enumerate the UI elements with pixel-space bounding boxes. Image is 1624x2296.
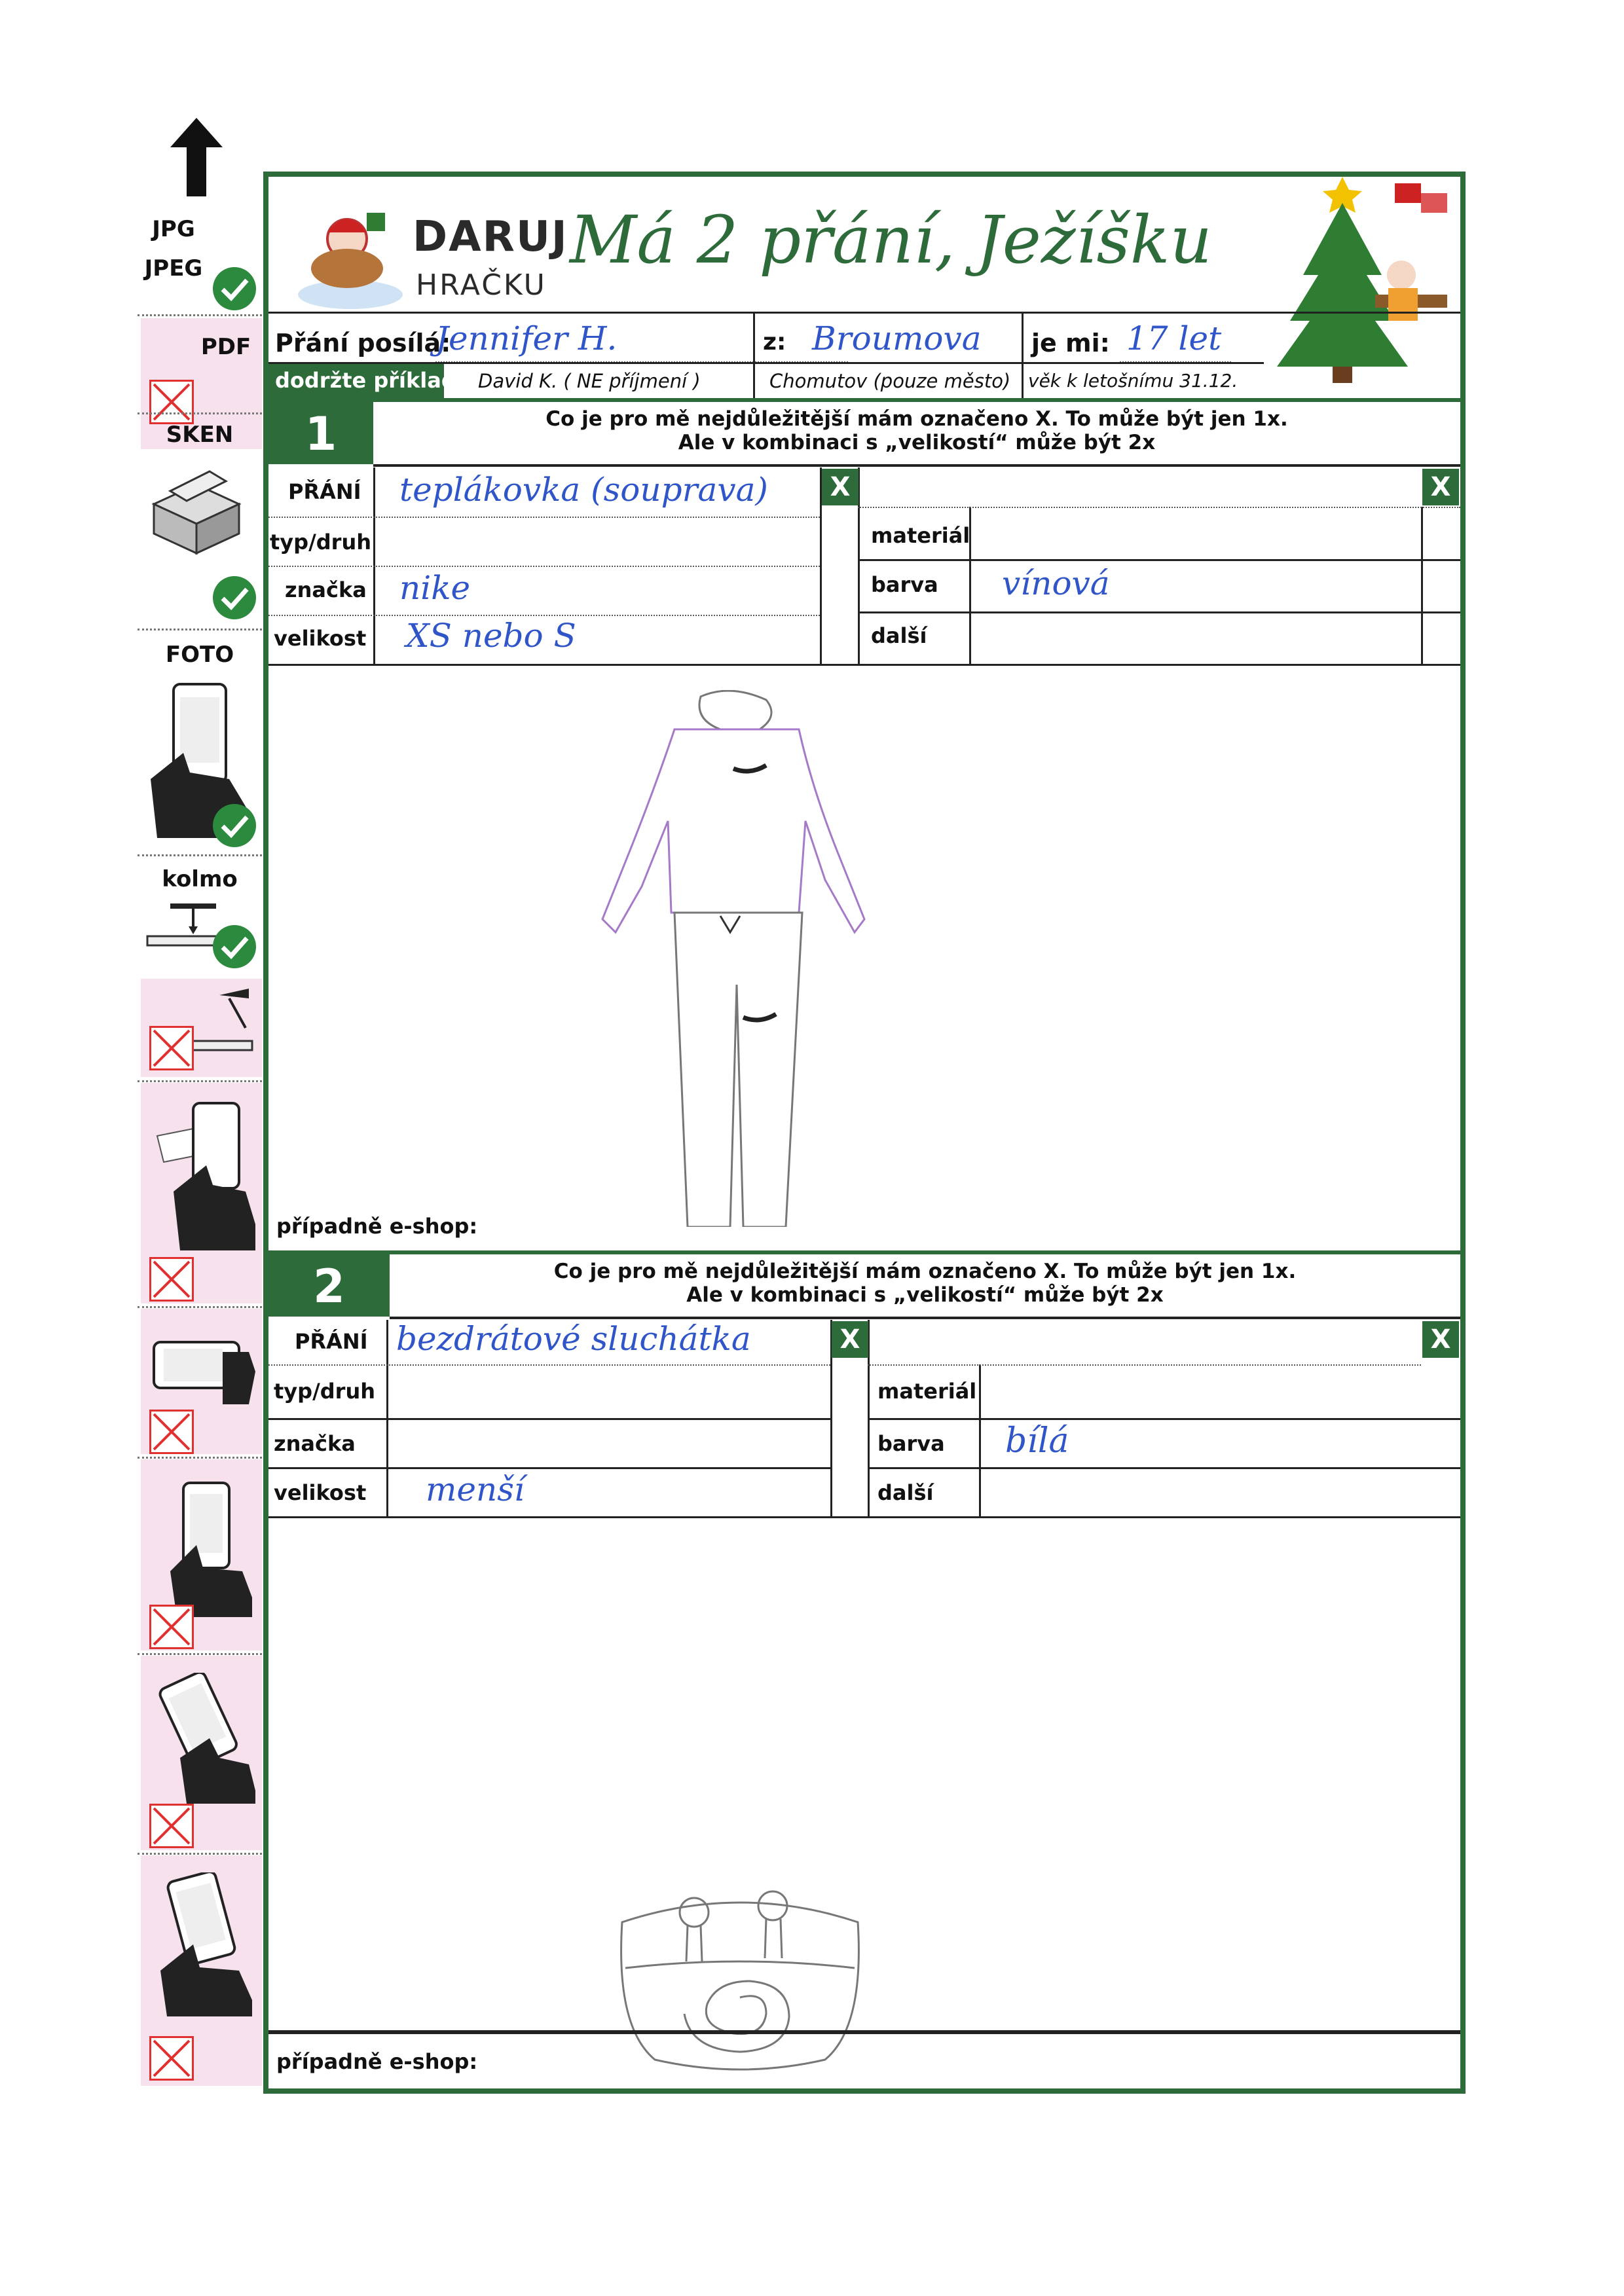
method-perpendicular-section <box>138 854 262 1080</box>
from-label: z: <box>763 329 786 355</box>
wish-number: 1 <box>304 407 337 461</box>
method-phone-held-section <box>138 1853 262 2088</box>
format-jpeg-label: JPEG <box>144 255 203 282</box>
wish-label: PŘÁNÍ <box>288 479 361 504</box>
method-phone-tilted-section <box>138 1080 262 1306</box>
type-label: typ/druh <box>270 530 371 555</box>
material-label: materiál <box>871 523 970 548</box>
type-label: typ/druh <box>274 1379 375 1404</box>
example-age: věk k letošnímu 31.12. <box>1028 370 1238 392</box>
age-label: je mi: <box>1031 329 1110 357</box>
check-icon <box>213 576 256 619</box>
example-city: Chomutov (pouze město) <box>769 370 1011 392</box>
examples-label: dodržte příklady: <box>275 368 479 393</box>
wish-fields-left <box>268 1320 868 1516</box>
instruction-guide-column <box>138 98 262 2088</box>
earbuds-case-drawing[interactable] <box>609 1883 871 2073</box>
scanner-icon <box>147 465 246 556</box>
other-label: další <box>871 623 927 648</box>
phone-portrait-icon <box>151 1480 255 1617</box>
wish-instructions <box>396 1260 1454 1307</box>
wish-section-1 <box>268 402 1460 1250</box>
method-photo-section <box>138 629 262 854</box>
format-pdf-label: PDF <box>200 334 251 360</box>
x-mark-icon <box>149 2036 194 2081</box>
x-mark-icon <box>149 1257 194 1302</box>
logo-text-hracku: HRAČKU <box>416 268 547 302</box>
method-phone-landscape-section <box>138 1306 262 1457</box>
tracksuit-drawing[interactable] <box>563 690 930 1227</box>
sender-value[interactable]: Jennifer H. <box>435 319 618 357</box>
brand-label: značka <box>274 1431 356 1456</box>
eshop-label: případně e-shop: <box>276 2049 478 2074</box>
size-label: velikost <box>274 626 367 651</box>
wish-form <box>263 172 1466 2094</box>
size-label: velikost <box>274 1480 367 1505</box>
from-value[interactable]: Broumova <box>812 319 982 357</box>
size-value[interactable]: XS nebo S <box>406 617 576 655</box>
method-perpendicular-label: kolmo <box>162 866 238 892</box>
method-phone-portrait-section <box>138 1457 262 1653</box>
material-label: materiál <box>877 1379 977 1404</box>
x-mark-icon <box>149 1026 194 1070</box>
wish-value[interactable]: bezdrátové sluchátka <box>396 1320 751 1358</box>
wish-section-2 <box>268 1254 1460 2086</box>
color-value[interactable]: vínová <box>1002 564 1110 602</box>
brand-label: značka <box>285 577 367 602</box>
sender-label: Přání posílá: <box>275 329 451 357</box>
check-icon <box>213 925 256 968</box>
brand-value[interactable]: nike <box>399 569 471 607</box>
importance-x-mark-right[interactable]: X <box>1422 469 1459 505</box>
format-jpg-label: JPG <box>152 216 195 242</box>
wish-instructions <box>380 407 1454 454</box>
instruction-line-2: Ale v kombinaci s „velikostí“ může být 2x <box>686 1283 1164 1307</box>
wish-fields-right <box>858 467 1460 664</box>
wish-fields-left <box>268 467 858 664</box>
phone-tilted-icon <box>147 1100 259 1250</box>
other-label: další <box>877 1480 934 1505</box>
importance-x-mark[interactable]: X <box>822 469 858 505</box>
check-icon <box>213 804 256 847</box>
size-value[interactable]: menší <box>426 1470 525 1508</box>
logo-text-daruj: DARUJ <box>413 213 568 261</box>
color-label: barva <box>877 1431 945 1456</box>
method-photo-label: FOTO <box>165 642 234 668</box>
color-label: barva <box>871 572 938 597</box>
phone-landscape-icon <box>151 1332 255 1404</box>
phone-rotated-icon <box>147 1673 259 1804</box>
wish-label: PŘÁNÍ <box>295 1329 368 1354</box>
age-value[interactable]: 17 let <box>1126 319 1222 357</box>
instruction-line-1: Co je pro mě nejdůležitější mám označeno X. To může být jen 1x. <box>545 407 1288 431</box>
method-phone-rotated-section <box>138 1653 262 1853</box>
x-mark-icon <box>149 1410 194 1454</box>
importance-x-mark[interactable]: X <box>832 1321 868 1358</box>
wish-value[interactable]: teplákovka (souprava) <box>399 471 768 509</box>
instruction-line-1: Co je pro mě nejdůležitější mám označeno X. To může být jen 1x. <box>553 1260 1297 1283</box>
method-scan-label: SKEN <box>166 422 234 448</box>
example-name: David K. ( NE příjmení ) <box>478 370 701 392</box>
wish-fields-right <box>868 1320 1460 1516</box>
instruction-line-2: Ale v kombinaci s „velikostí“ může být 2x <box>678 431 1156 454</box>
header <box>268 177 1460 399</box>
x-mark-icon <box>149 1605 194 1649</box>
phone-held-icon <box>147 1872 259 2016</box>
method-scan-section <box>138 412 262 629</box>
santa-logo-icon <box>295 203 406 314</box>
x-mark-icon <box>149 1804 194 1848</box>
page-title: Má 2 přání, Ježíšku <box>570 202 1212 278</box>
eshop-label: případně e-shop: <box>276 1214 478 1239</box>
check-icon <box>213 267 256 310</box>
wish-number: 2 <box>313 1260 345 1313</box>
importance-x-mark-right[interactable]: X <box>1422 1321 1459 1358</box>
color-value[interactable]: bílá <box>1005 1421 1069 1461</box>
christmas-tree-illustration <box>1244 177 1454 393</box>
up-arrow-icon <box>170 118 223 196</box>
